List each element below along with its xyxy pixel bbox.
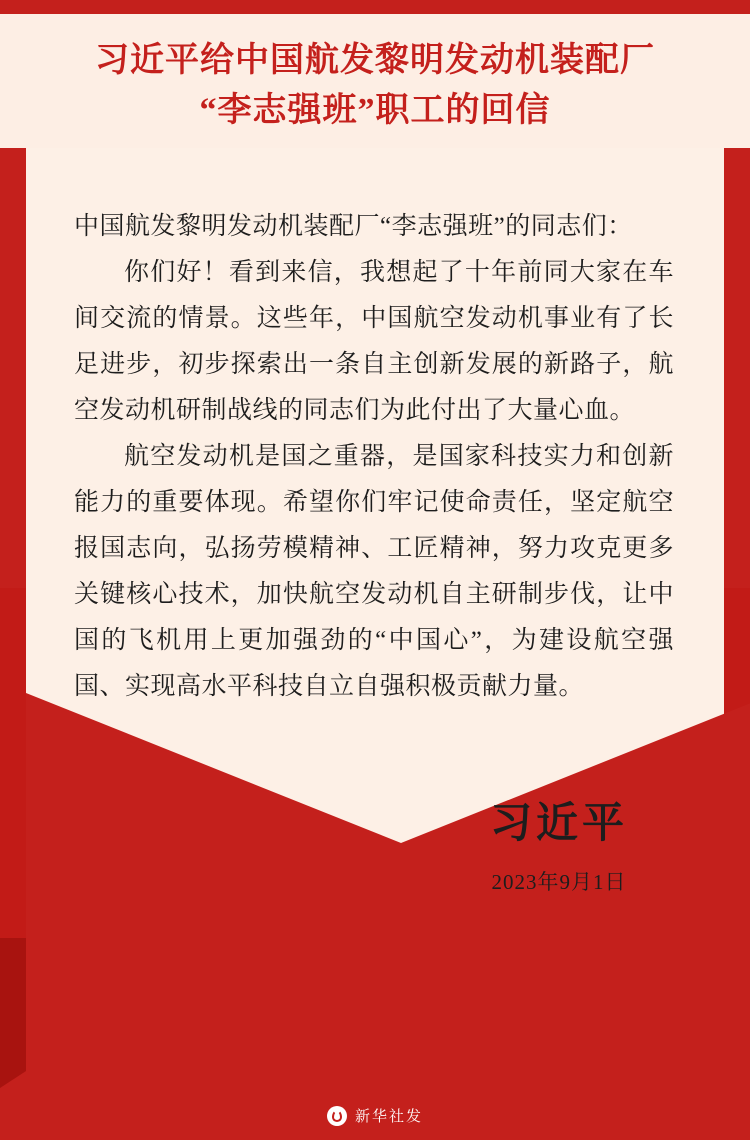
envelope-fold-left [26,693,401,1088]
signature-name: 习近平 [489,801,628,847]
salutation: 中国航发黎明发动机装配厂“李志强班”的同志们： [74,213,633,240]
letter-body [26,148,724,710]
footer-credit [0,1105,750,1126]
footer-credit-text: 新华社发 [354,1109,423,1125]
right-red-rail [724,148,750,588]
signature-block [490,790,628,896]
title-line-2: “李志强班”职工的回信 [199,92,551,129]
page-title [0,36,750,136]
left-red-rail [0,148,26,588]
title-band [0,0,750,148]
paragraph-1: 你们好！看到来信，我想起了十年前同大家在车间交流的情景。这些年，中国航空发动机事业有了长足进步，初步探索出一条自主创新发展的新路子，航空发动机研制战线的同志们为此付出了大量心血。 [74,259,674,424]
paragraph-2: 航空发动机是国之重器，是国家科技实力和创新能力的重要体现。希望你们牢记使命责任，坚定航空报国志向，弘扬劳模精神、工匠精神，努力攻克更多关键核心技术，加快航空发动机自主研制步伐，让中国的飞机用上更加强劲的“中国心”，为建设航空强国、实现高水平科技自立自强积极贡献力量。 [74,443,674,700]
xinhua-logo-icon [327,1106,347,1126]
signature-date: 2023年9月1日 [491,870,627,894]
title-line-1: 习近平给中国航发黎明发动机装配厂 [95,42,655,79]
